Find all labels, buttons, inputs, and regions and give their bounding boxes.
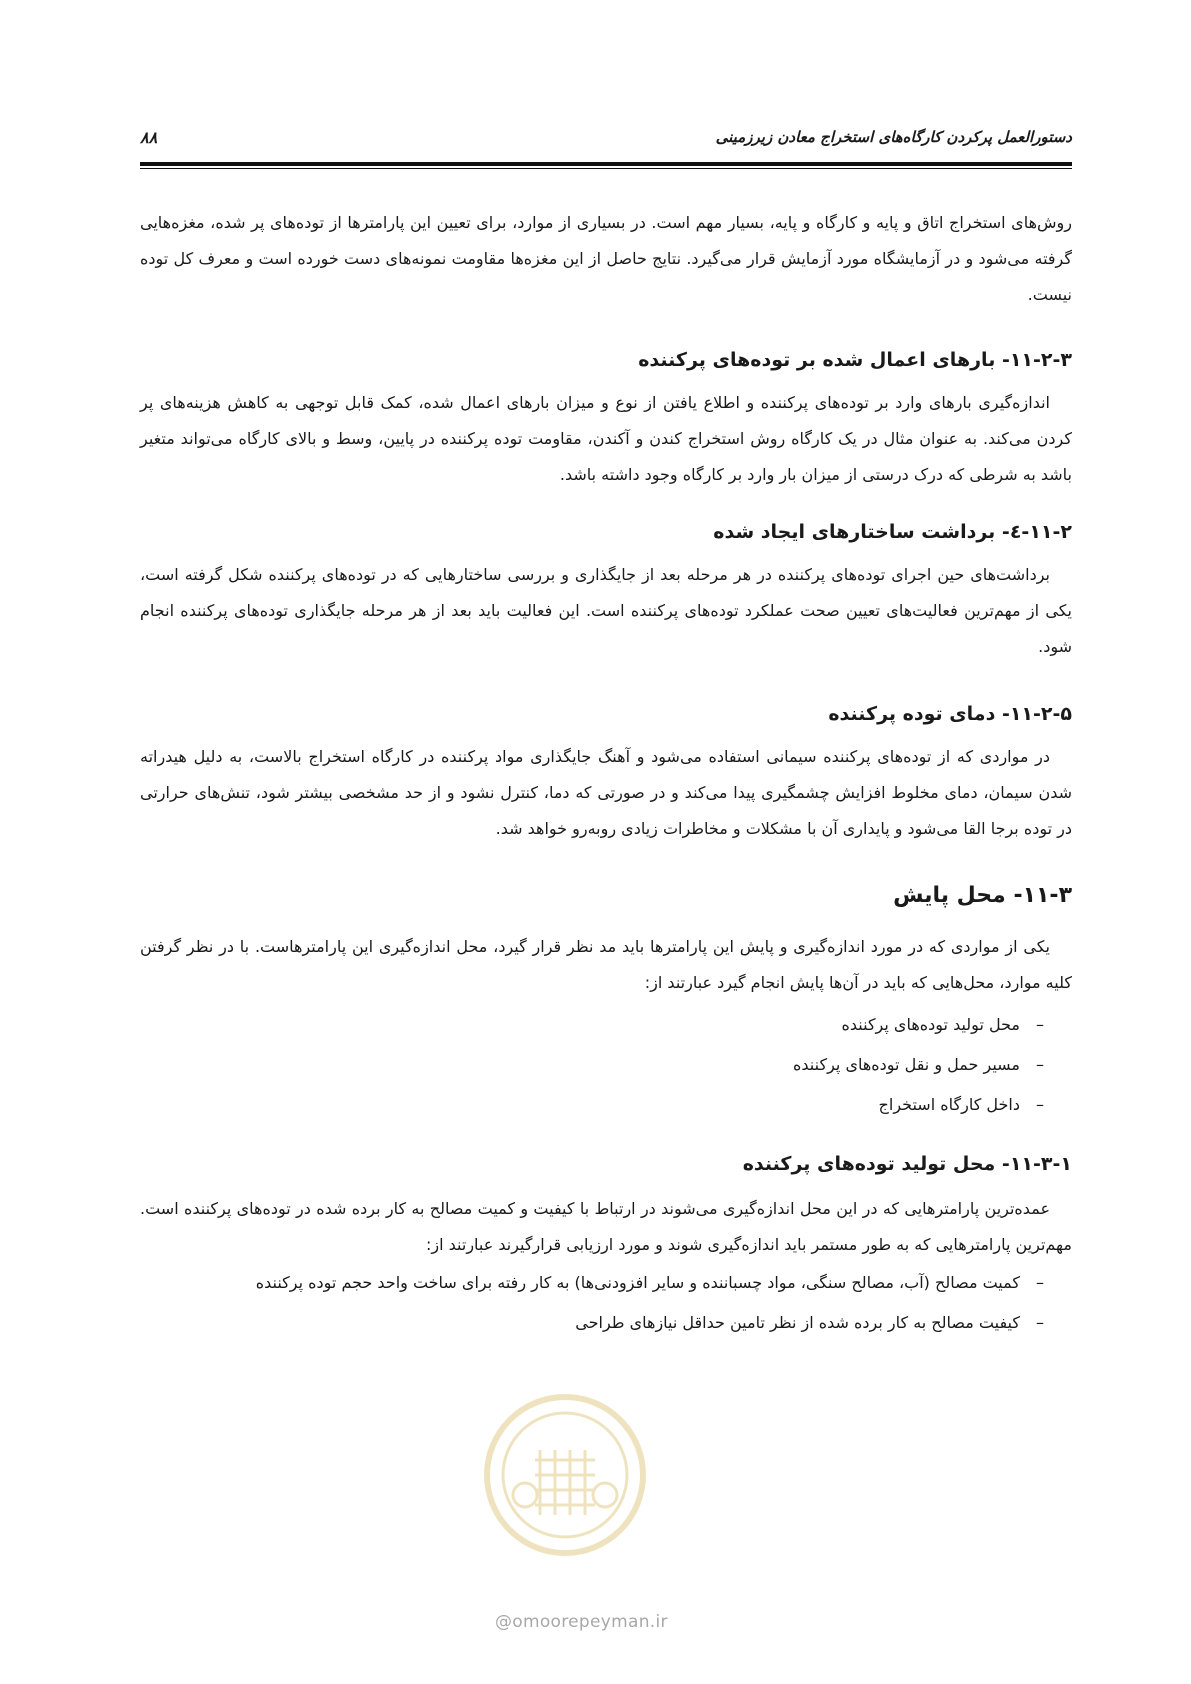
section-paragraph-11-2-5: در مواردی که از توده‌های پرکننده سیمانی استفاده می‌شود و آهنگ جایگذاری مواد پرکننده در کارگاه استخراج بالاست، به دلیل هیدراته شدن سیمان، دمای مخلوط افزایش چشمگیری پیدا می‌کند و در صورتی که دما، کنترل نشود و از حد مشخصی بیشتر شود، تنش‌های حرارتی در توده برجا القا می‌شود و پایداری آن با مشکلات و مخاطرات زیادی روبه‌رو خواهد شد. (140, 747, 1072, 838)
section-heading-11-3-1: ۱۱-۳-۱- محل تولید توده‌های پرکننده (742, 1153, 1072, 1175)
main-content (140, 205, 1072, 1343)
list-item: – مسیر حمل و نقل توده‌های پرکننده (140, 1045, 1044, 1085)
section-paragraph-11-2-3: اندازه‌گیری بارهای وارد بر توده‌های پرکننده و اطلاع یافتن از نوع و میزان بارهای اعمال شده، کمک قابل توجهی به کاهش هزینه‌های پر کردن می‌کند. به عنوان مثال در یک کارگاه روش استخراج کندن و آکندن، مقاومت توده پرکننده در پایین، وسط و بالای کارگاه می‌تواند متغیر باشد به شرطی که درک درستی از میزان بار وارد بر کارگاه وجود داشته باشد. (140, 393, 1072, 484)
section-heading-11-2-4: ۱۱-۲-٤- برداشت ساختارهای ایجاد شده (713, 521, 1072, 543)
watermark-seal-icon (480, 1390, 650, 1560)
watermark-site: @omoorepeyman.ir (495, 1612, 668, 1632)
header-rule-thin (140, 168, 1072, 169)
list-item: – کیفیت مصالح به کار برده شده از نظر تامین حداقل نیازهای طراحی (140, 1303, 1044, 1343)
intro-paragraph: روش‌های استخراج اتاق و پایه و کارگاه و پایه، بسیار مهم است. در بسیاری از موارد، برای تعیین این پارامترها از توده‌های پر شده، مغزه‌هایی گرفته می‌شود و در آزمایشگاه مورد آزمایش قرار می‌گیرد. نتایج حاصل از این مغزه‌ها مقاومت نمونه‌های دست خورده است و معرف کل توده نیست. (140, 213, 1072, 304)
list-item: – کمیت مصالح (آب، مصالح سنگی، مواد چسباننده و سایر افزودنی‌ها) به کار رفته برای ساخت واحد حجم توده پرکننده (140, 1263, 1044, 1303)
page-number: ۸۸ (140, 128, 158, 147)
section-heading-11-2-5: ۱۱-۲-۵- دمای توده پرکننده (828, 703, 1072, 725)
monitoring-locations-list (140, 1005, 1072, 1125)
section-paragraph-11-3: یکی از مواردی که در مورد اندازه‌گیری و پایش این پارامترها باید مد نظر قرار گیرد، محل اندازه‌گیری این پارامترهاست. با در نظر گرفتن کلیه موارد، محل‌هایی که باید در آن‌ها پایش انجام گیرد عبارتند از: (140, 937, 1072, 992)
header-rule-thick (140, 162, 1072, 166)
section-heading-11-3: ۱۱-۳- محل پایش (893, 883, 1072, 908)
running-title: دستورالعمل پرکردن کارگاه‌های استخراج معادن زیرزمینی (715, 128, 1072, 146)
production-parameters-list (140, 1263, 1072, 1343)
list-item: – داخل کارگاه استخراج (140, 1085, 1044, 1125)
section-paragraph-11-2-4: برداشت‌های حین اجرای توده‌های پرکننده در هر مرحله بعد از جایگذاری و بررسی ساختارهایی که در توده‌های پرکننده شکل گرفته است، یکی از مهم‌ترین فعالیت‌های تعیین صحت عملکرد توده‌های پرکننده است. این فعالیت باید بعد از هر مرحله جایگذاری توده‌های پرکننده انجام شود. (140, 565, 1072, 656)
list-item: – محل تولید توده‌های پرکننده (140, 1005, 1044, 1045)
page-header (140, 128, 1072, 164)
section-heading-11-2-3: ۱۱-۲-۳- بارهای اعمال شده بر توده‌های پرکننده (638, 349, 1072, 371)
section-paragraph-11-3-1: عمده‌ترین پارامترهایی که در این محل اندازه‌گیری می‌شوند در ارتباط با کیفیت و کمیت مصالح به کار برده شده در توده‌های پرکننده است. مهم‌ترین پارامترهایی که به طور مستمر باید اندازه‌گیری شوند و مورد ارزیابی قرارگیرند عبارتند از: (140, 1199, 1072, 1254)
